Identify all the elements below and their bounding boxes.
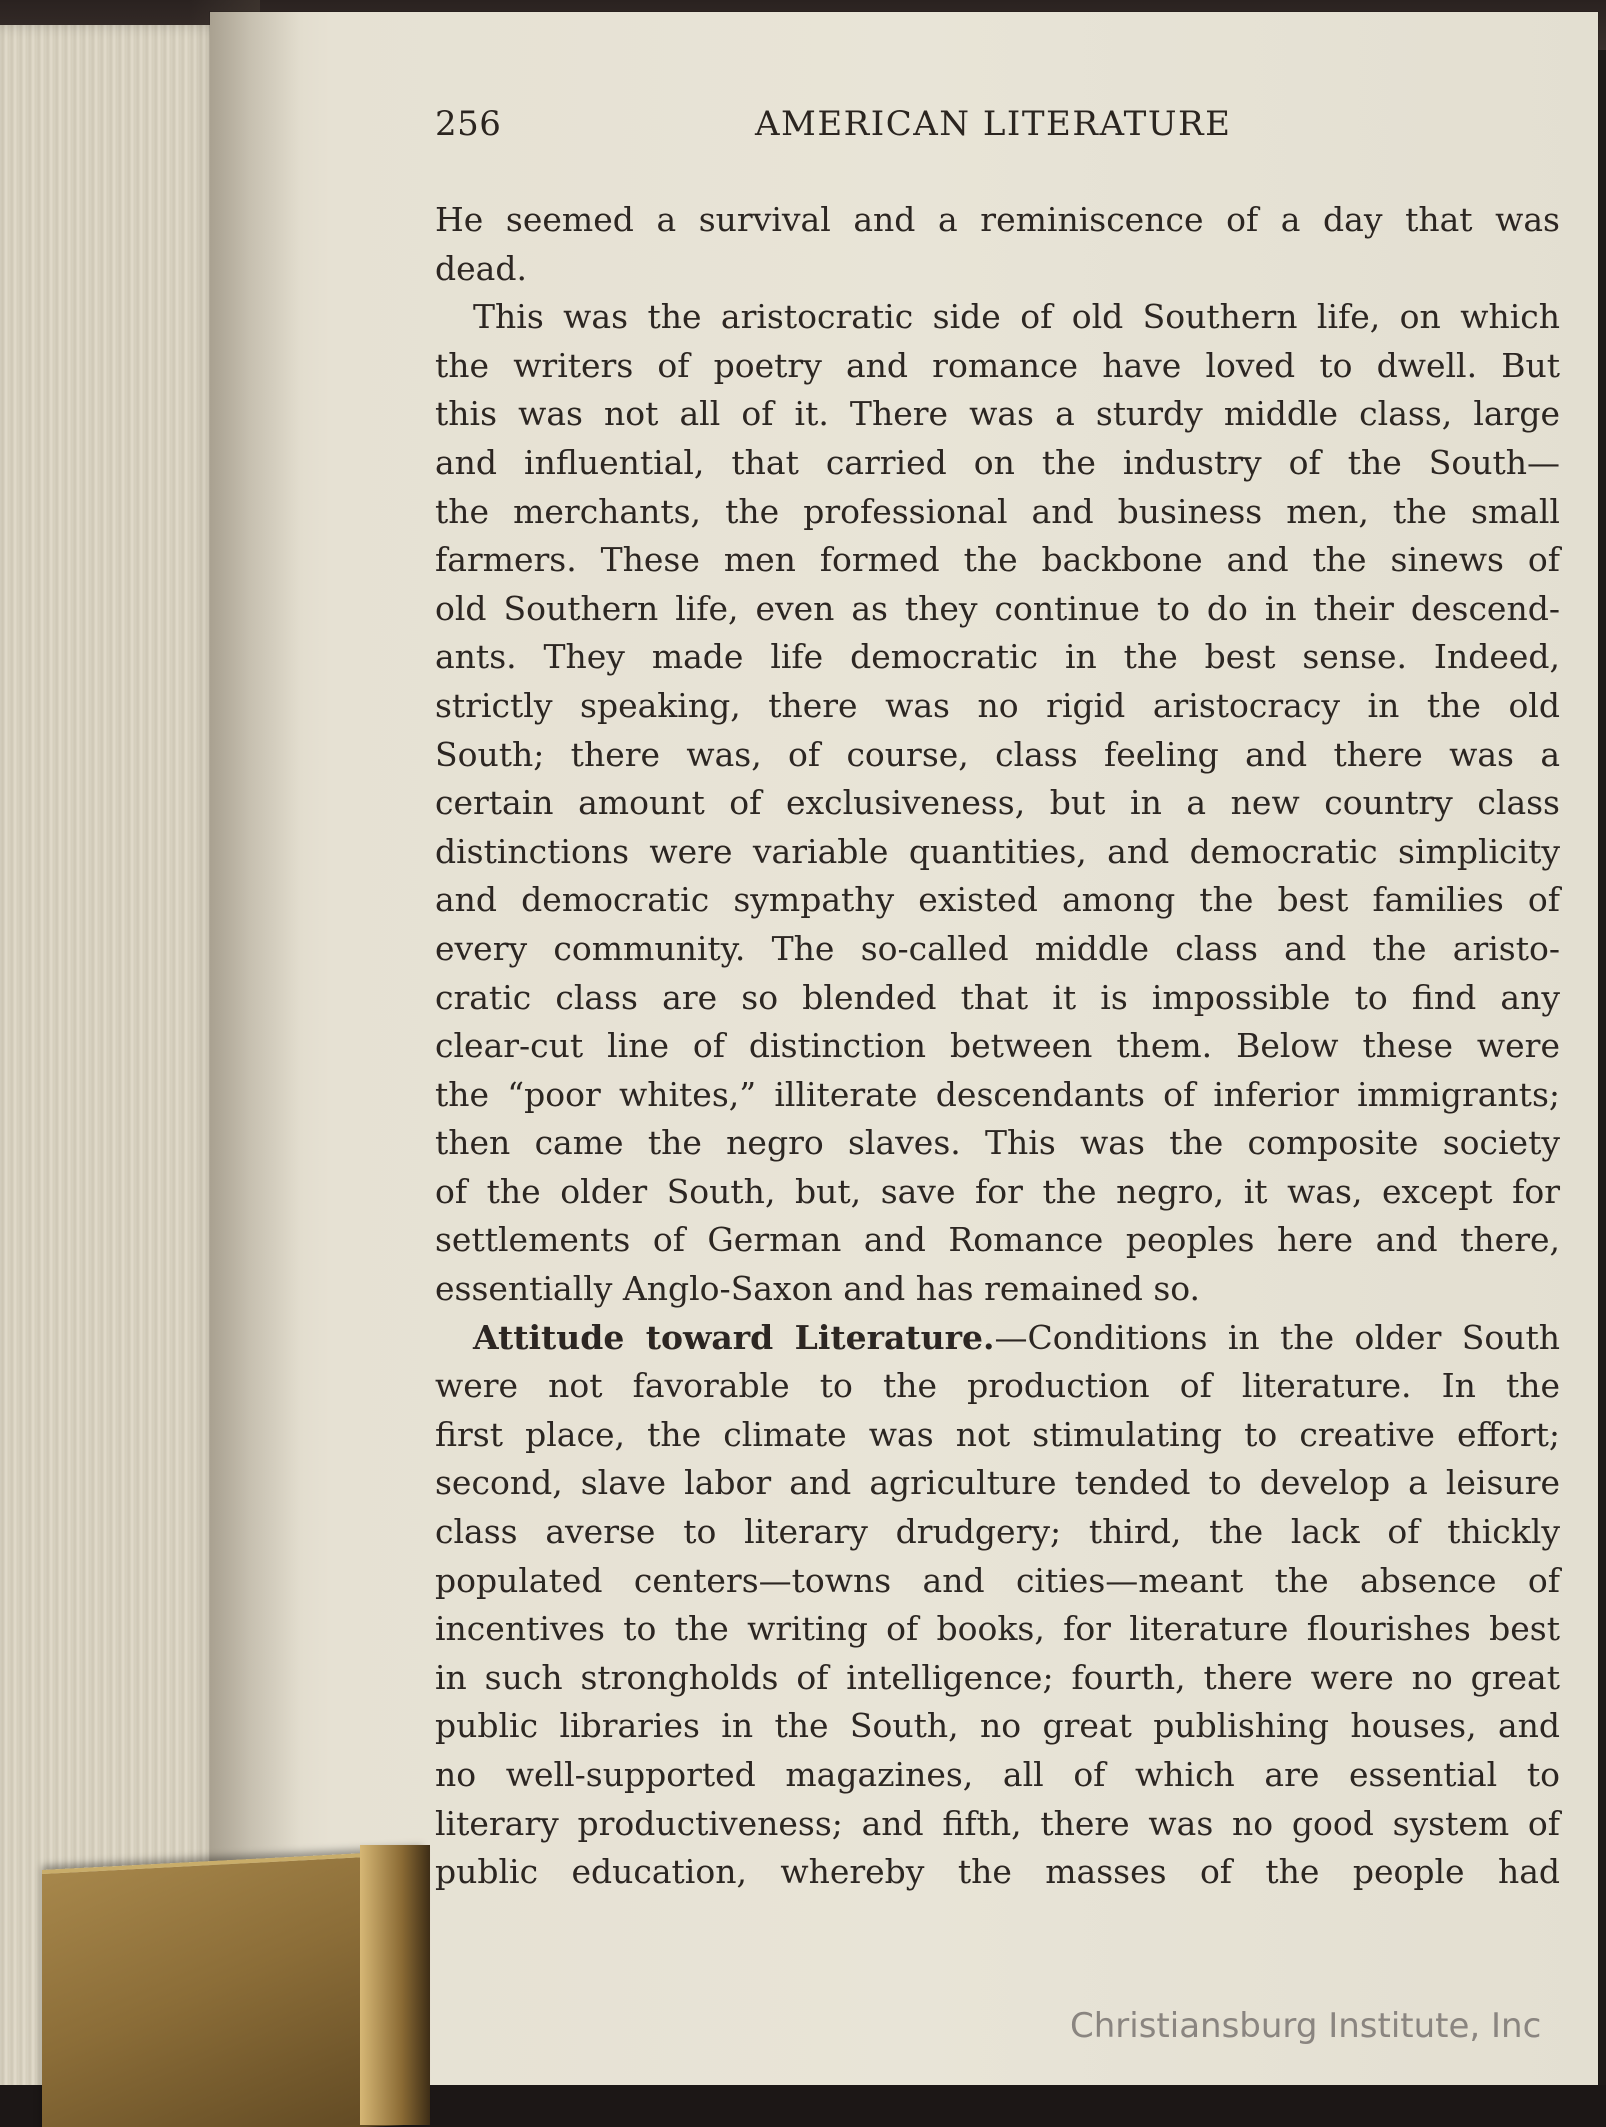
- text-line: South; there was, of course, class feeling and there was a: [435, 734, 1560, 774]
- paragraph-lines: [435, 196, 1560, 1314]
- text-line: the “poor whites,” illiterate descendants of inferior immigrants;: [435, 1074, 1560, 1114]
- section-first-line-text: —Conditions in the older South: [994, 1317, 1560, 1357]
- text-line: no well-supported magazines, all of which are essential to: [435, 1755, 1560, 1794]
- text-line: second, slave labor and agriculture tended to develop a leisure: [435, 1463, 1560, 1503]
- text-line: literary productiveness; and fifth, there was no good system of: [435, 1803, 1560, 1843]
- text-line: essentially Anglo-Saxon and has remained so.: [435, 1269, 1201, 1309]
- text-line: then came the negro slaves. This was the composite society: [435, 1123, 1560, 1163]
- text-line: populated centers—towns and cities—meant the absence of: [435, 1560, 1560, 1600]
- text-line: this was not all of it. There was a sturdy middle class, large: [435, 394, 1560, 434]
- text-line: clear-cut line of distinction between them. Below these were: [435, 1026, 1560, 1066]
- watermark-text: Christiansburg Institute, Inc: [1070, 2006, 1542, 2046]
- text-line: public education, whereby the masses of the people had: [435, 1852, 1560, 1892]
- text-line: were not favorable to the production of literature. In the: [435, 1366, 1560, 1406]
- text-line: and democratic sympathy existed among the best families of: [435, 880, 1560, 920]
- text-line: the writers of poetry and romance have loved to dwell. But: [435, 345, 1560, 385]
- section-heading: Attitude toward Literature.: [473, 1317, 995, 1357]
- text-line: every community. The so-called middle class and the aristo-: [435, 928, 1560, 968]
- gutter-shadow: [210, 12, 300, 2102]
- text-line: ants. They made life democratic in the best sense. Indeed,: [435, 637, 1560, 677]
- text-line: incentives to the writing of books, for literature flourishes best: [435, 1609, 1560, 1649]
- text-line: old Southern life, even as they continue to do in their descend-: [435, 588, 1560, 628]
- text-line: the merchants, the professional and business men, the small: [435, 491, 1560, 531]
- text-line: of the older South, but, save for the negro, it was, except for: [435, 1171, 1560, 1211]
- text-line: dead.: [435, 248, 527, 288]
- text-line: He seemed a survival and a reminiscence of a day that was: [435, 200, 1560, 239]
- text-line: public libraries in the South, no great publishing houses, and: [435, 1706, 1560, 1746]
- text-line: and influential, that carried on the industry of the South—: [435, 442, 1560, 482]
- section-first-line: [435, 1314, 1560, 1363]
- text-line: farmers. These men formed the backbone and the sinews of: [435, 540, 1560, 580]
- text-line: strictly speaking, there was no rigid aristocracy in the old: [435, 685, 1560, 725]
- body-text: [435, 196, 1560, 1897]
- section-lines: [435, 1362, 1560, 1897]
- text-line: settlements of German and Romance peoples here and there,: [435, 1220, 1560, 1260]
- text-line: cratic class are so blended that it is impossible to find any: [435, 977, 1560, 1017]
- text-line: in such strongholds of intelligence; fourth, there were no great: [435, 1657, 1560, 1697]
- running-title: AMERICAN LITERATURE: [755, 104, 1232, 144]
- text-line: distinctions were variable quantities, and democratic simplicity: [435, 831, 1560, 871]
- text-line: class averse to literary drudgery; third, the lack of thickly: [435, 1512, 1560, 1552]
- text-line: This was the aristocratic side of old Southern life, on which: [473, 297, 1560, 337]
- text-line: certain amount of exclusiveness, but in a new country class: [435, 783, 1560, 823]
- page-number: 256: [435, 104, 502, 144]
- gilded-book-edge: [360, 1845, 430, 2125]
- text-line: first place, the climate was not stimulating to creative effort;: [435, 1414, 1560, 1454]
